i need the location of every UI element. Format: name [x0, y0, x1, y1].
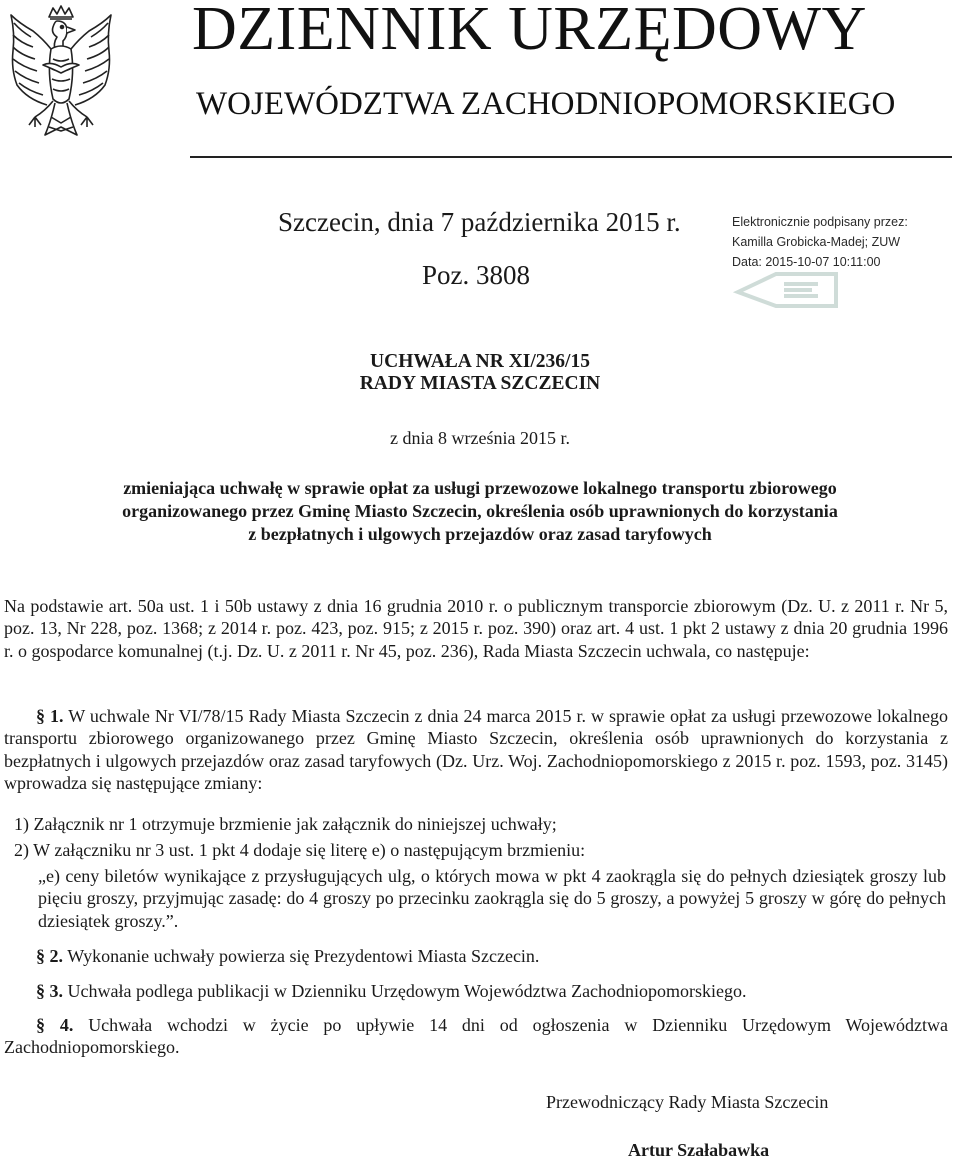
section-1-text: W uchwale Nr VI/78/15 Rady Miasta Szczecin z dnia 24 marca 2015 r. w sprawie opłat za usługi przewozowe lokalnego transportu zbiorowego organizowanego przez Gminę Miasto Szczecin, określenia osób uprawnionych do korzystania z bezpłatnych i ulgowych przejazdów oraz zasad taryfowych (Dz. Urz. Woj. Zachodniopomorskiego z 2015 r. poz. 1593, poz. 3145) wprowadza się następujące zmiany:	[4, 706, 948, 793]
section-3-paragraph	[4, 980, 948, 1002]
quoted-amendment: „e) ceny biletów wynikające z przysługujących ulg, o których mowa w pkt 4 zaokrągla się do pełnych dziesiątek groszy lub pięciu groszy, przyjmując zasadę: do 4 groszy po przecinku zaokrągla się do 5 groszy, a powyżej 5 groszy w górę do pełnych dziesiątek groszy.”.	[38, 866, 946, 931]
place-and-date: Szczecin, dnia 7 października 2015 r.	[278, 207, 681, 237]
resolution-date: z dnia 8 września 2015 r.	[390, 428, 570, 448]
publication-title: DZIENNIK URZĘDOWY	[192, 0, 867, 63]
header-divider	[190, 156, 952, 158]
section-2-text: Wykonanie uchwały powierza się Prezydentowi Miasta Szczecin.	[67, 946, 540, 966]
section-2-number: § 2.	[36, 946, 63, 966]
resolution-subject	[40, 477, 920, 546]
subject-line: z bezpłatnych i ulgowych przejazdów oraz zasad taryfowych	[248, 524, 712, 544]
section-4-text: Uchwała wchodzi w życie po upływie 14 dni od ogłoszenia w Dzienniku Urzędowym Województwa Zachodniopomorskiego.	[4, 1015, 949, 1058]
section-3-text: Uchwała podlega publikacji w Dzienniku Urzędowym Województwa Zachodniopomorskiego.	[67, 981, 747, 1001]
electronic-signature-block	[732, 212, 952, 312]
section-1-paragraph	[4, 705, 948, 794]
signature-line-1: Elektronicznie podpisany przez:	[732, 215, 908, 229]
legal-basis-paragraph: Na podstawie art. 50a ust. 1 i 50b ustawy z dnia 16 grudnia 2010 r. o publicznym transporcie zbiorowym (Dz. U. z 2011 r. Nr 5, poz. 13, Nr 228, poz. 1368; z 2014 r. poz. 423, poz. 915; z 2015 r. poz. 390) oraz art. 4 ust. 1 pkt 2 ustawy z dnia 20 grudnia 1996 r. o gospodarce komunalnej (t.j. Dz. U. z 2011 r. Nr 45, poz. 236), Rada Miasta Szczecin uchwala, co następuje:	[4, 596, 948, 661]
section-2-paragraph	[4, 945, 948, 967]
change-item-2: 2) W załączniku nr 3 ust. 1 pkt 4 dodaje się literę e) o następującym brzmieniu:	[14, 840, 586, 860]
resolution-title	[0, 351, 960, 395]
section-1-number: § 1.	[36, 706, 64, 726]
section-3-number: § 3.	[36, 981, 63, 1001]
chair-title: Przewodniczący Rady Miasta Szczecin	[546, 1092, 829, 1112]
e-signature-mark-icon	[732, 266, 842, 314]
subject-line: organizowanego przez Gminę Miasto Szczecin, określenia osób uprawnionych do korzystania	[122, 501, 838, 521]
section-4-paragraph	[4, 1014, 948, 1059]
resolution-number: UCHWAŁA NR XI/236/15	[370, 351, 590, 372]
resolution-issuer: RADY MIASTA SZCZECIN	[359, 373, 601, 394]
chair-name: Artur Szałabawka	[628, 1140, 770, 1160]
publication-subtitle: WOJEWÓDZTWA ZACHODNIOPOMORSKIEGO	[196, 86, 896, 122]
section-4-number: § 4.	[36, 1015, 74, 1035]
subject-line: zmieniająca uchwałę w sprawie opłat za usługi przewozowe lokalnego transportu zbiorowego	[123, 478, 837, 498]
signature-line-3: Data: 2015-10-07 10:11:00	[732, 255, 881, 269]
signature-line-2: Kamilla Grobicka-Madej; ZUW	[732, 235, 901, 249]
position-number: Poz. 3808	[422, 260, 530, 290]
change-item-1: 1) Załącznik nr 1 otrzymuje brzmienie jak załącznik do niniejszej uchwały;	[14, 814, 557, 834]
white-eagle-emblem-icon	[5, 3, 117, 149]
